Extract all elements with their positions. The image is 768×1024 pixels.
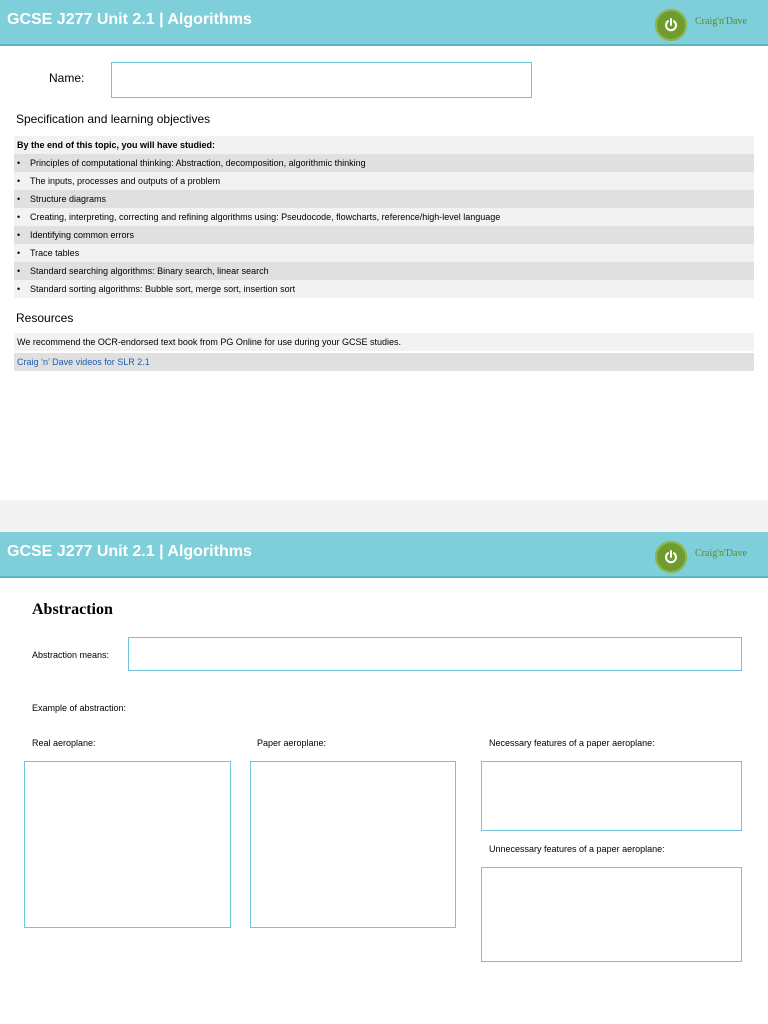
objective-text: Creating, interpreting, correcting and refining algorithms using: Pseudocode, flowcharts, reference/high-level language — [30, 212, 501, 222]
objective-text: Standard sorting algorithms: Bubble sort, merge sort, insertion sort — [30, 284, 296, 294]
objective-item — [14, 154, 754, 172]
header-title: GCSE J277 Unit 2.1 | Algorithms — [7, 11, 252, 28]
real-aeroplane-label: Real aeroplane: — [32, 738, 96, 748]
objective-text: Trace tables — [30, 248, 80, 258]
bullet-icon: • — [17, 176, 21, 186]
objectives-intro: By the end of this topic, you will have studied: — [14, 136, 754, 154]
videos-link[interactable]: Craig ‘n’ Dave videos for SLR 2.1 — [17, 357, 150, 367]
name-label: Name: — [49, 71, 85, 85]
paper-aeroplane-label: Paper aeroplane: — [257, 738, 327, 748]
objective-text: Identifying common errors — [30, 230, 135, 240]
bullet-icon: • — [17, 266, 21, 276]
objective-item — [14, 190, 754, 208]
objective-text: The inputs, processes and outputs of a problem — [30, 176, 221, 186]
objective-item — [14, 172, 754, 190]
worksheet-page-2 — [0, 532, 768, 1024]
bullet-icon: • — [17, 248, 21, 258]
brand-name: Craig'n'Dave — [695, 548, 747, 559]
unnecessary-features-box[interactable] — [481, 867, 742, 962]
resources-text: We recommend the OCR-endorsed text book from PG Online for use during your GCSE studies. — [14, 333, 754, 351]
objective-item — [14, 244, 754, 262]
objective-text: Standard searching algorithms: Binary search, linear search — [30, 266, 269, 276]
spec-heading: Specification and learning objectives — [16, 112, 211, 126]
unnecessary-features-label: Unnecessary features of a paper aeroplane: — [489, 844, 665, 854]
bullet-icon: • — [17, 284, 21, 294]
abstraction-heading: Abstraction — [32, 601, 113, 618]
necessary-features-label: Necessary features of a paper aeroplane: — [489, 738, 655, 748]
name-input[interactable] — [111, 62, 532, 98]
resources-heading: Resources — [16, 311, 74, 325]
page-header — [0, 0, 768, 46]
objective-item — [14, 262, 754, 280]
bullet-icon: • — [17, 158, 21, 168]
header-title: GCSE J277 Unit 2.1 | Algorithms — [7, 543, 252, 560]
bullet-icon: • — [17, 230, 21, 240]
objective-item — [14, 208, 754, 226]
bullet-icon: • — [17, 212, 21, 222]
worksheet-page-1 — [0, 0, 768, 500]
bullet-icon: • — [17, 194, 21, 204]
abstraction-means-input[interactable] — [128, 637, 742, 671]
abstraction-means-label: Abstraction means: — [32, 650, 110, 660]
objective-text: Structure diagrams — [30, 194, 107, 204]
objective-text: Principles of computational thinking: Abstraction, decomposition, algorithmic thinking — [30, 158, 366, 168]
example-label: Example of abstraction: — [32, 703, 127, 713]
power-logo-icon — [655, 541, 687, 573]
resources-row — [14, 353, 754, 371]
brand-name: Craig'n'Dave — [695, 16, 747, 27]
paper-aeroplane-box[interactable] — [250, 761, 456, 928]
real-aeroplane-box[interactable] — [24, 761, 231, 928]
objective-item — [14, 280, 754, 298]
necessary-features-box[interactable] — [481, 761, 742, 831]
page-header — [0, 532, 768, 578]
objective-item — [14, 226, 754, 244]
power-logo-icon — [655, 9, 687, 41]
